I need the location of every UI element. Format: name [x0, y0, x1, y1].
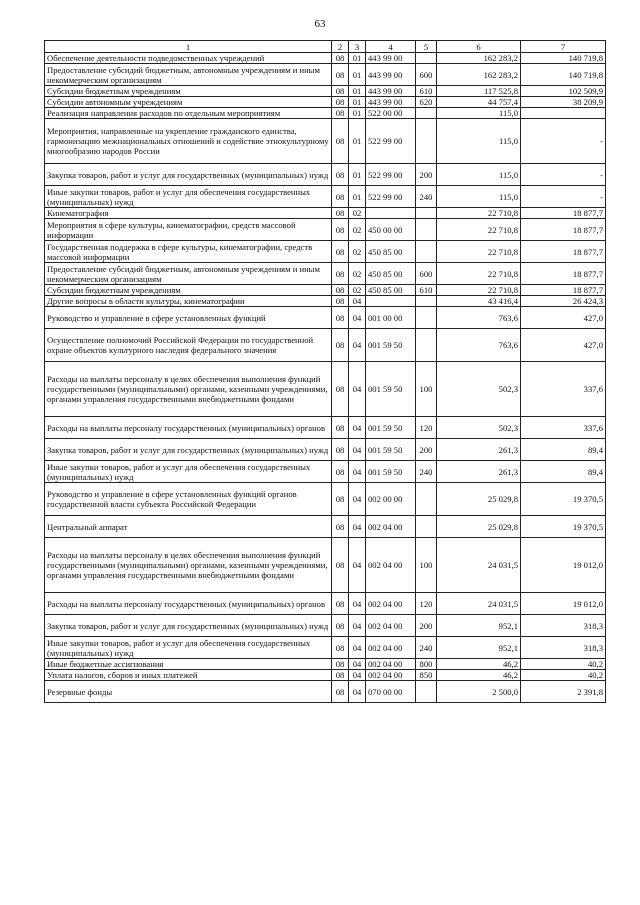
row-amount-planned: 22 710,8	[437, 208, 521, 219]
row-target-code: 443 99 00	[366, 86, 416, 97]
row-expense-type	[416, 241, 437, 263]
row-name: Осуществление полномочий Российской Федерации по государственной охране объектов культурного наследия федерального значения	[45, 329, 332, 362]
row-section: 08	[332, 516, 349, 538]
row-section: 08	[332, 108, 349, 119]
row-expense-type: 120	[416, 593, 437, 615]
row-subsection: 04	[349, 516, 366, 538]
row-target-code: 450 85 00	[366, 263, 416, 285]
row-expense-type: 100	[416, 362, 437, 417]
row-amount-executed: 19 370,5	[521, 516, 606, 538]
row-name: Обеспечение деятельности подведомственных учреждений	[45, 53, 332, 64]
row-name: Резервные фонды	[45, 681, 332, 703]
row-amount-executed: 18 877,7	[521, 208, 606, 219]
row-amount-executed: 2 391,8	[521, 681, 606, 703]
table-row	[45, 593, 606, 615]
row-expense-type: 120	[416, 417, 437, 439]
row-amount-executed: 140 719,8	[521, 64, 606, 86]
row-subsection: 02	[349, 263, 366, 285]
row-amount-planned: 502,3	[437, 362, 521, 417]
row-expense-type: 240	[416, 637, 437, 659]
row-amount-planned: 22 710,8	[437, 241, 521, 263]
row-name: Уплата налогов, сборов и иных платежей	[45, 670, 332, 681]
table-row	[45, 296, 606, 307]
row-subsection: 02	[349, 285, 366, 296]
row-subsection: 01	[349, 64, 366, 86]
table-row	[45, 64, 606, 86]
row-amount-planned: 162 283,2	[437, 53, 521, 64]
row-amount-planned: 43 416,4	[437, 296, 521, 307]
row-name: Мероприятия в сфере культуры, кинематографии, средств массовой информации	[45, 219, 332, 241]
table-row	[45, 659, 606, 670]
row-section: 08	[332, 208, 349, 219]
table-row	[45, 219, 606, 241]
row-amount-executed: 19 012,0	[521, 593, 606, 615]
row-amount-executed	[521, 108, 606, 119]
row-name: Реализация направления расходов по отдельным мероприятиям	[45, 108, 332, 119]
row-section: 08	[332, 483, 349, 516]
row-target-code: 002 04 00	[366, 670, 416, 681]
row-amount-planned: 24 031,5	[437, 593, 521, 615]
row-section: 08	[332, 307, 349, 329]
row-amount-planned: 502,3	[437, 417, 521, 439]
row-amount-executed: 318,3	[521, 637, 606, 659]
row-amount-planned: 115,0	[437, 164, 521, 186]
row-name: Руководство и управление в сфере установленных функций	[45, 307, 332, 329]
row-subsection: 04	[349, 307, 366, 329]
row-target-code: 443 99 00	[366, 53, 416, 64]
row-section: 08	[332, 461, 349, 483]
row-target-code: 002 04 00	[366, 516, 416, 538]
row-target-code: 070 00 00	[366, 681, 416, 703]
row-name: Предоставление субсидий бюджетным, автономным учреждениям и иным некоммерческим организациям	[45, 64, 332, 86]
row-section: 08	[332, 241, 349, 263]
row-subsection: 01	[349, 97, 366, 108]
budget-table	[44, 40, 606, 703]
header-row	[45, 41, 606, 53]
row-subsection: 04	[349, 593, 366, 615]
row-section: 08	[332, 417, 349, 439]
header-col-4: 4	[366, 41, 416, 53]
table-row	[45, 417, 606, 439]
row-section: 08	[332, 615, 349, 637]
row-name: Расходы на выплаты персоналу в целях обеспечения выполнения функций государственными (муниципальными) органами, казенными учреждениями, органами управления государственными внебюджетными фондами	[45, 362, 332, 417]
row-subsection: 02	[349, 241, 366, 263]
row-amount-planned: 25 029,8	[437, 483, 521, 516]
row-amount-executed: -	[521, 164, 606, 186]
row-target-code: 522 99 00	[366, 186, 416, 208]
row-expense-type: 200	[416, 615, 437, 637]
row-amount-planned: 22 710,8	[437, 219, 521, 241]
row-amount-executed: 102 509,9	[521, 86, 606, 97]
table-row	[45, 119, 606, 164]
row-name: Расходы на выплаты персоналу государственных (муниципальных) органов	[45, 593, 332, 615]
row-target-code	[366, 208, 416, 219]
table-body	[45, 53, 606, 703]
row-target-code: 001 59 50	[366, 362, 416, 417]
row-amount-planned: 115,0	[437, 186, 521, 208]
table-row	[45, 615, 606, 637]
row-name: Мероприятия, направленные на укрепление гражданского единства, гармонизацию межнациональных отношений и содействие этнокультурному многообразию народов России	[45, 119, 332, 164]
row-target-code: 522 99 00	[366, 119, 416, 164]
row-expense-type: 610	[416, 86, 437, 97]
row-target-code	[366, 296, 416, 307]
row-amount-planned: 46,2	[437, 659, 521, 670]
row-section: 08	[332, 538, 349, 593]
row-target-code: 522 99 00	[366, 164, 416, 186]
row-subsection: 01	[349, 53, 366, 64]
row-target-code: 001 00 00	[366, 307, 416, 329]
row-amount-executed: 26 424,3	[521, 296, 606, 307]
row-amount-executed: 18 877,7	[521, 263, 606, 285]
row-amount-planned: 115,0	[437, 119, 521, 164]
table-row	[45, 53, 606, 64]
row-name: Закупка товаров, работ и услуг для государственных (муниципальных) нужд	[45, 615, 332, 637]
row-expense-type	[416, 681, 437, 703]
table-row	[45, 97, 606, 108]
row-subsection: 04	[349, 296, 366, 307]
row-amount-executed: -	[521, 119, 606, 164]
row-subsection: 02	[349, 208, 366, 219]
row-subsection: 01	[349, 119, 366, 164]
row-expense-type: 240	[416, 186, 437, 208]
row-section: 08	[332, 329, 349, 362]
row-section: 08	[332, 637, 349, 659]
row-name: Расходы на выплаты персоналу в целях обеспечения выполнения функций государственными (муниципальными) органами, казенными учреждениями, органами управления государственными внебюджетными фондами	[45, 538, 332, 593]
row-name: Расходы на выплаты персоналу государственных (муниципальных) органов	[45, 417, 332, 439]
row-name: Субсидии бюджетным учреждениям	[45, 86, 332, 97]
row-target-code: 001 59 50	[366, 461, 416, 483]
table-row	[45, 516, 606, 538]
row-amount-executed: 40,2	[521, 659, 606, 670]
row-amount-planned: 22 710,8	[437, 263, 521, 285]
header-col-6: 6	[437, 41, 521, 53]
table-row	[45, 186, 606, 208]
table-row	[45, 362, 606, 417]
row-amount-planned: 46,2	[437, 670, 521, 681]
row-subsection: 04	[349, 615, 366, 637]
row-section: 08	[332, 263, 349, 285]
row-expense-type	[416, 108, 437, 119]
row-expense-type	[416, 219, 437, 241]
row-amount-planned: 44 757,4	[437, 97, 521, 108]
row-target-code: 450 00 00	[366, 219, 416, 241]
row-name: Иные бюджетные ассигнования	[45, 659, 332, 670]
row-target-code: 002 04 00	[366, 615, 416, 637]
row-target-code: 002 00 00	[366, 483, 416, 516]
row-expense-type	[416, 53, 437, 64]
row-subsection: 04	[349, 329, 366, 362]
row-name: Иные закупки товаров, работ и услуг для обеспечения государственных (муниципальных) нужд	[45, 637, 332, 659]
row-amount-planned: 25 029,8	[437, 516, 521, 538]
row-section: 08	[332, 119, 349, 164]
row-expense-type	[416, 296, 437, 307]
row-amount-executed: 337,6	[521, 362, 606, 417]
row-section: 08	[332, 285, 349, 296]
header-col-5: 5	[416, 41, 437, 53]
table-row	[45, 329, 606, 362]
row-name: Закупка товаров, работ и услуг для государственных (муниципальных) нужд	[45, 164, 332, 186]
row-amount-planned: 952,1	[437, 615, 521, 637]
row-target-code: 450 85 00	[366, 285, 416, 296]
row-target-code: 001 59 50	[366, 439, 416, 461]
row-amount-planned: 952,1	[437, 637, 521, 659]
row-amount-executed: 40,2	[521, 670, 606, 681]
row-name: Субсидии бюджетным учреждениям	[45, 285, 332, 296]
row-expense-type: 200	[416, 439, 437, 461]
row-amount-planned: 261,3	[437, 461, 521, 483]
row-expense-type: 800	[416, 659, 437, 670]
row-amount-executed: -	[521, 186, 606, 208]
row-section: 08	[332, 593, 349, 615]
table-row	[45, 681, 606, 703]
row-name: Центральный аппарат	[45, 516, 332, 538]
row-amount-executed: 318,3	[521, 615, 606, 637]
row-amount-executed: 140 719,8	[521, 53, 606, 64]
row-subsection: 01	[349, 108, 366, 119]
table-row	[45, 263, 606, 285]
row-section: 08	[332, 219, 349, 241]
row-target-code: 001 59 50	[366, 329, 416, 362]
row-expense-type: 240	[416, 461, 437, 483]
row-section: 08	[332, 296, 349, 307]
row-section: 08	[332, 362, 349, 417]
row-subsection: 04	[349, 637, 366, 659]
header-col-2: 2	[332, 41, 349, 53]
row-subsection: 04	[349, 681, 366, 703]
row-expense-type: 610	[416, 285, 437, 296]
row-section: 08	[332, 681, 349, 703]
row-amount-executed: 89,4	[521, 461, 606, 483]
row-subsection: 04	[349, 362, 366, 417]
row-amount-planned: 2 500,0	[437, 681, 521, 703]
row-subsection: 04	[349, 659, 366, 670]
table-row	[45, 164, 606, 186]
row-target-code: 002 04 00	[366, 637, 416, 659]
table-row	[45, 285, 606, 296]
row-target-code: 443 99 00	[366, 97, 416, 108]
header-col-3: 3	[349, 41, 366, 53]
row-expense-type: 100	[416, 538, 437, 593]
row-section: 08	[332, 186, 349, 208]
row-amount-executed: 19 012,0	[521, 538, 606, 593]
row-amount-executed: 337,6	[521, 417, 606, 439]
row-name: Государственная поддержка в сфере культуры, кинематографии, средств массовой информации	[45, 241, 332, 263]
row-expense-type	[416, 119, 437, 164]
row-section: 08	[332, 53, 349, 64]
row-expense-type: 600	[416, 263, 437, 285]
row-amount-executed: 19 370,5	[521, 483, 606, 516]
row-section: 08	[332, 670, 349, 681]
row-name: Кинематография	[45, 208, 332, 219]
table-row	[45, 670, 606, 681]
row-expense-type: 200	[416, 164, 437, 186]
row-subsection: 04	[349, 670, 366, 681]
row-subsection: 01	[349, 186, 366, 208]
row-target-code: 443 99 00	[366, 64, 416, 86]
page-number: 63	[314, 18, 326, 30]
row-subsection: 01	[349, 164, 366, 186]
row-target-code: 002 04 00	[366, 593, 416, 615]
row-target-code: 001 59 50	[366, 417, 416, 439]
row-amount-planned: 763,6	[437, 307, 521, 329]
row-name: Другие вопросы в области культуры, кинематографии	[45, 296, 332, 307]
row-amount-executed: 18 877,7	[521, 219, 606, 241]
table-row	[45, 241, 606, 263]
row-name: Закупка товаров, работ и услуг для государственных (муниципальных) нужд	[45, 439, 332, 461]
row-amount-executed: 427,0	[521, 307, 606, 329]
row-name: Иные закупки товаров, работ и услуг для обеспечения государственных (муниципальных) нужд	[45, 186, 332, 208]
row-section: 08	[332, 97, 349, 108]
row-target-code: 522 00 00	[366, 108, 416, 119]
row-expense-type	[416, 516, 437, 538]
row-expense-type	[416, 307, 437, 329]
row-section: 08	[332, 659, 349, 670]
row-expense-type: 620	[416, 97, 437, 108]
table-row	[45, 439, 606, 461]
row-expense-type	[416, 329, 437, 362]
row-expense-type: 600	[416, 64, 437, 86]
row-expense-type	[416, 208, 437, 219]
row-subsection: 04	[349, 538, 366, 593]
row-target-code: 450 85 00	[366, 241, 416, 263]
row-name: Руководство и управление в сфере установленных функций органов государственной власти субъекта Российской Федерации	[45, 483, 332, 516]
row-subsection: 02	[349, 219, 366, 241]
row-amount-executed: 38 209,9	[521, 97, 606, 108]
row-amount-planned: 115,0	[437, 108, 521, 119]
row-name: Иные закупки товаров, работ и услуг для обеспечения государственных (муниципальных) нужд	[45, 461, 332, 483]
row-amount-planned: 24 031,5	[437, 538, 521, 593]
row-name: Предоставление субсидий бюджетным, автономным учреждениям и иным некоммерческим организациям	[45, 263, 332, 285]
table-row	[45, 208, 606, 219]
row-expense-type	[416, 483, 437, 516]
table-row	[45, 538, 606, 593]
row-amount-executed: 18 877,7	[521, 241, 606, 263]
row-section: 08	[332, 439, 349, 461]
table-row	[45, 483, 606, 516]
table-row	[45, 86, 606, 97]
table-row	[45, 637, 606, 659]
row-subsection: 04	[349, 483, 366, 516]
row-amount-executed: 427,0	[521, 329, 606, 362]
header-col-7: 7	[521, 41, 606, 53]
row-target-code: 002 04 00	[366, 538, 416, 593]
row-amount-planned: 763,6	[437, 329, 521, 362]
row-amount-planned: 22 710,8	[437, 285, 521, 296]
row-section: 08	[332, 64, 349, 86]
row-amount-executed: 18 877,7	[521, 285, 606, 296]
row-subsection: 01	[349, 86, 366, 97]
row-amount-planned: 261,3	[437, 439, 521, 461]
row-subsection: 04	[349, 439, 366, 461]
table-row	[45, 108, 606, 119]
header-col-1: 1	[45, 41, 332, 53]
table-row	[45, 307, 606, 329]
row-amount-planned: 117 525,8	[437, 86, 521, 97]
row-section: 08	[332, 164, 349, 186]
row-expense-type: 850	[416, 670, 437, 681]
row-subsection: 04	[349, 461, 366, 483]
row-name: Субсидии автономным учреждениям	[45, 97, 332, 108]
row-amount-executed: 89,4	[521, 439, 606, 461]
row-amount-planned: 162 283,2	[437, 64, 521, 86]
row-section: 08	[332, 86, 349, 97]
table-row	[45, 461, 606, 483]
row-subsection: 04	[349, 417, 366, 439]
row-target-code: 002 04 00	[366, 659, 416, 670]
